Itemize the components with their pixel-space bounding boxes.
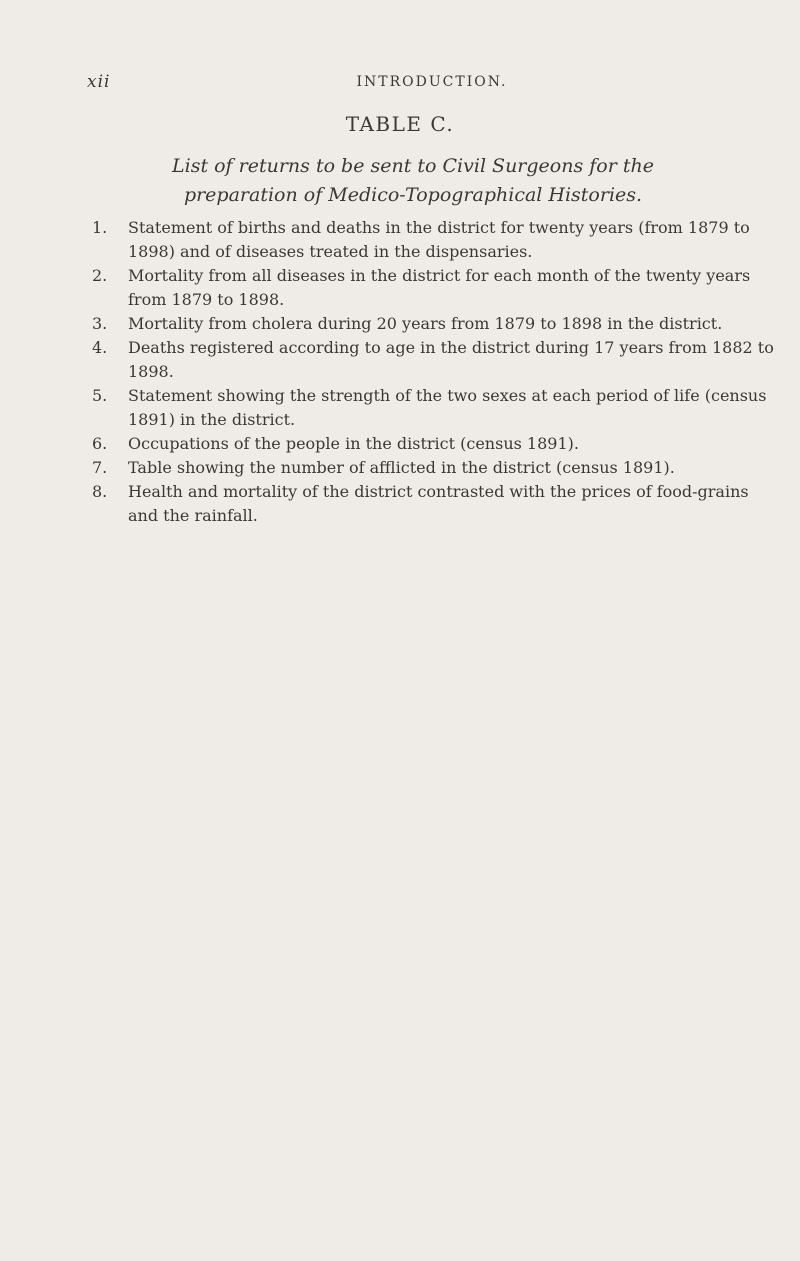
list-item (92, 312, 782, 336)
item-number: 6. (92, 434, 108, 453)
item-text: Mortality from all diseases in the district for each month of the twenty years from 1879 to 1898. (128, 266, 751, 309)
item-number: 4. (92, 338, 108, 357)
section-heading: INTRODUCTION. (356, 74, 508, 90)
list-item (92, 384, 782, 432)
list-item (92, 264, 782, 312)
table-title: TABLE C. (345, 112, 455, 136)
list-item (92, 480, 782, 528)
running-head (87, 72, 777, 96)
item-text: Statement showing the strength of the two sexes at each period of life (census 1891) in the district. (128, 386, 767, 429)
list-item (92, 336, 782, 384)
item-number: 5. (92, 386, 108, 405)
item-text: Occupations of the people in the district (census 1891). (128, 434, 579, 453)
list-item (92, 216, 782, 264)
item-text: Table showing the number of afflicted in the district (census 1891). (128, 458, 675, 477)
item-text: Statement of births and deaths in the district for twenty years (from 1879 to 1898) and of diseases treated in the dispensaries. (128, 218, 750, 261)
page-number: xii (87, 72, 111, 92)
table-subtitle: List of returns to be sent to Civil Surgeons for the preparation of Medico-Topographical Histories. (172, 155, 654, 206)
item-number: 1. (92, 218, 108, 237)
returns-list (92, 216, 782, 528)
item-text: Deaths registered according to age in the district during 17 years from 1882 to 1898. (128, 338, 774, 381)
item-number: 7. (92, 458, 108, 477)
list-item (92, 456, 782, 480)
item-text: Mortality from cholera during 20 years from 1879 to 1898 in the district. (128, 314, 723, 333)
item-text: Health and mortality of the district contrasted with the prices of food-grains and the rainfall. (128, 482, 749, 525)
item-number: 3. (92, 314, 108, 333)
list-item (92, 432, 782, 456)
item-number: 2. (92, 266, 108, 285)
item-number: 8. (92, 482, 108, 501)
